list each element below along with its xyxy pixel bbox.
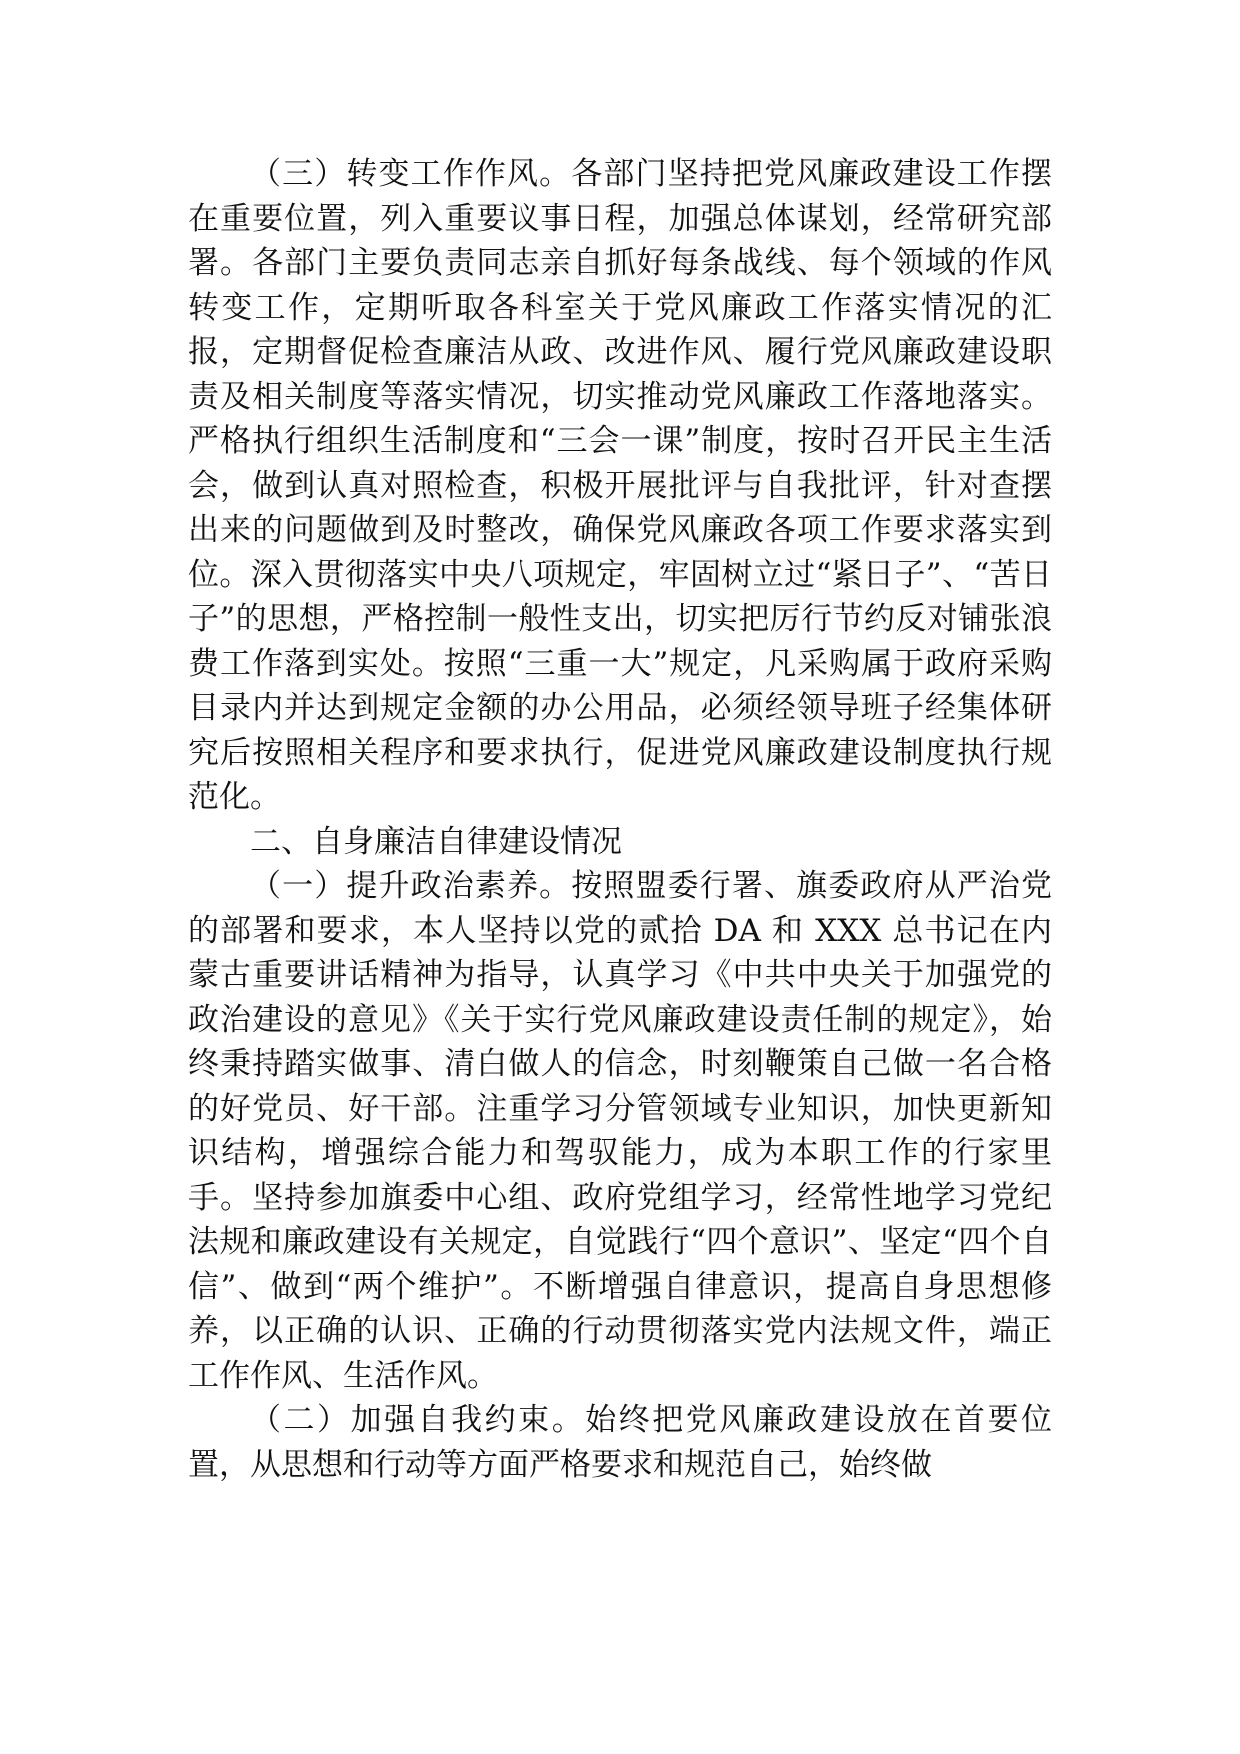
- section-heading-self-discipline: 二、自身廉洁自律建设情况: [250, 823, 622, 860]
- paragraph-self-restraint: （二）加强自我约束。始终把党风廉政建设放在首要位置，从思想和行动等方面严格要求和规范自己，始终做: [188, 1402, 1052, 1483]
- paragraph-political-literacy: （一）提升政治素养。按照盟委行署、旗委政府从严治党的部署和要求，本人坚持以党的贰拾 DA 和 XXX 总书记在内蒙古重要讲话精神为指导，认真学习《中共中央关于加强党的政治建设的意见》《关于实行党风廉政建设责任制的规定》，始终秉持踏实做事、清白做人的信念，时刻鞭策自己做一名合格的好党员、好干部。注重学习分管领域专业知识，加快更新知识结构，增强综合能力和驾驭能力，成为本职工作的行家里手。坚持参加旗委中心组、政府党组学习，经常性地学习党纪法规和廉政建设有关规定，自觉践行“四个意识”、坚定“四个自信”、做到“两个维护”。不断增强自律意识，提高自身思想修养，以正确的认识、正确的行动贯彻落实党内法规文件，端正工作作风、生活作风。: [188, 868, 1052, 1394]
- paragraph-work-style: （三）转变工作作风。各部门坚持把党风廉政建设工作摆在重要位置，列入重要议事日程，加强总体谋划，经常研究部署。各部门主要负责同志亲自抓好每条战线、每个领域的作风转变工作，定期听取各科室关于党风廉政工作落实情况的汇报，定期督促检查廉洁从政、改进作风、履行党风廉政建设职责及相关制度等落实情况，切实推动党风廉政工作落地落实。严格执行组织生活制度和“三会一课”制度，按时召开民主生活会，做到认真对照检查，积极开展批评与自我批评，针对查摆出来的问题做到及时整改，确保党风廉政各项工作要求落实到位。深入贯彻落实中央八项规定，牢固树立过“紧日子”、“苦日子”的思想，严格控制一般性支出，切实把厉行节约反对铺张浪费工作落到实处。按照“三重一大”规定，凡采购属于政府采购目录内并达到规定金额的办公用品，必须经领导班子经集体研究后按照相关程序和要求执行，促进党风廉政建设制度执行规范化。: [188, 156, 1052, 815]
- document-body: [188, 152, 1052, 1487]
